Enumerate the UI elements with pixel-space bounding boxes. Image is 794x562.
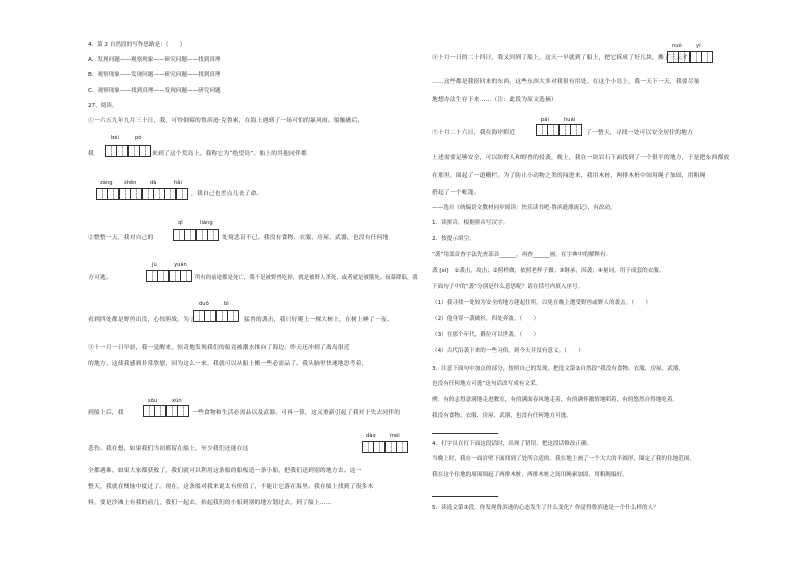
answer-line[interactable] bbox=[432, 433, 498, 434]
pinyin: shēn bbox=[124, 180, 137, 186]
r-p5-line1a: ⑤十月二十六日，我在海岸附近 bbox=[432, 130, 516, 136]
pinyin: dào bbox=[366, 433, 376, 439]
pinyin: méi bbox=[390, 433, 400, 439]
p3-line3b: 一些食物和生活必需品以及武器。可再一算，这又重新引起了我对于失去同伴的 bbox=[192, 410, 401, 416]
q4-option-c: C．观察现象——找到真理——发现问题——研究问题 bbox=[88, 88, 221, 94]
q27-heading: 27、阅读。 bbox=[88, 103, 118, 109]
p2-line1a: ②整整一天，我对自己的 bbox=[88, 235, 154, 241]
r-p5-line4: 搭起了一个帐篷。 bbox=[432, 190, 480, 196]
pinyin: bèi bbox=[111, 135, 119, 141]
pinyin: liáng bbox=[200, 220, 213, 226]
q4-option-a: A．发现问题——观察现象——研究问题——找到真理 bbox=[88, 57, 221, 63]
r-p5-line1b: 了一整天，寻找一处可以安全居住的地方 bbox=[586, 130, 694, 136]
p1-line2a: 我 bbox=[88, 151, 94, 157]
answer-grid-daomei[interactable] bbox=[362, 441, 408, 453]
answer-grid-duobi[interactable] bbox=[193, 310, 239, 322]
pinyin: sōu bbox=[148, 398, 158, 404]
pinyin: yuán bbox=[174, 262, 187, 268]
pinyin: hǎi bbox=[174, 180, 182, 186]
r-q3-example: 例：有的志得意满地走进教室，有的满面春风地走着，有的满怀激情地唱着，有的悠然自得地吃着。 bbox=[432, 397, 679, 403]
r-q2-item3: （3）在那个年代，爵位可以世袭。（ ） bbox=[432, 332, 540, 338]
pinyin: xún bbox=[172, 398, 182, 404]
pinyin: nuó bbox=[672, 43, 682, 49]
pinyin: zàng bbox=[100, 180, 113, 186]
answer-grid-qiliang[interactable] bbox=[173, 229, 219, 241]
p3-line2: 的地方。这使我感到非常欣慰，因为这么一来，我就可以从船上搬一些必需品了。我头脑里快速地思考着， bbox=[88, 361, 368, 367]
r-q5: 5．读选文第③段，你发现鲁滨逊的心态发生了什么变化？你觉得鲁滨逊是一个什么样的人？ bbox=[432, 505, 659, 511]
r-q2-item1: （1）我寻找一处较为安全的地方建起住所，以免在晚上遭受野兽或野人的袭击。（ ） bbox=[432, 300, 651, 306]
source-note: ——选自《统编语文教材同步阅读：快乐读书吧·鲁滨逊漂流记》，有改动。 bbox=[432, 205, 616, 211]
answer-grid-juyuan[interactable] bbox=[146, 270, 192, 282]
pinyin: bì bbox=[224, 301, 229, 307]
answer-grid-paihuai[interactable] bbox=[536, 124, 582, 136]
answer-line[interactable] bbox=[432, 496, 498, 497]
p3-line7: 料，要是沙滩上有我的前几，我们一起去，抬起我们的小船到别的地方划过去，到了船上…… bbox=[88, 500, 332, 506]
r-q3b: 也没有任何地方可逃”这句话改写成有文采。 bbox=[432, 381, 542, 387]
q4-stem: 4．第 2 自然段的写作思路是：（ ） bbox=[88, 42, 186, 48]
r-q2-item2: （2）他身穿一袭破衫，四处奔波。（ ） bbox=[432, 316, 540, 322]
answer-grid-souxun[interactable] bbox=[143, 405, 189, 417]
p2-line3b: 猛兽的袭击，我只好爬上一棵大树上，在树上睡了一夜。 bbox=[244, 317, 393, 323]
r-q2-item4: （4）古代沿袭下来的一些习俗，到今天并没有意义。（ ） bbox=[432, 348, 584, 354]
pinyin: jù bbox=[152, 262, 157, 268]
r-p4-line2: ……这些都是我捞回来的东西，这些东西大多对我很有用处。在这个小岛上，我一天下一天，我要尽量 bbox=[432, 79, 700, 85]
p3-line4a: 悲伤。我在想，如果我们当初都留在船上，至少我们还能在这 bbox=[88, 446, 249, 452]
r-p4-line1: ④十月一日的二十四日，我又回到了船上，这天一早就到了船上，把它拆成了好几块，搬了三天才 bbox=[432, 55, 688, 61]
p3-line5: 全都遇难。如果大家都获救了，我们就可以利用这条船的船板造一条小船，把我们送到别的地方去。这一 bbox=[88, 468, 362, 474]
p2-line3a: 看到四处都是野兽出没，心惊胆战。为了 bbox=[88, 317, 196, 323]
p1-line2b: 来到了这个荒岛上。我称它为“绝望岛”。船上的其他同伴都 bbox=[152, 151, 307, 157]
r-q2-line2: 下面句子中的“袭”分别是什么意思呢？请在括号内填入序号。 bbox=[432, 284, 584, 290]
q4-option-b: B．观察现象——发现问题——研究问题——找到真理 bbox=[88, 72, 221, 78]
answer-grid-zangshendahai[interactable] bbox=[96, 188, 187, 200]
p3-line3a: 到船上后，我 bbox=[88, 410, 124, 416]
r-q2-def: 袭 [xí] ①袭击，攻击；②照样做，依照老样子做；③继承，因袭；④量词，用于成套的衣服。 bbox=[432, 268, 665, 274]
p1-line3: ，我自己也差点儿丧了命。 bbox=[191, 191, 263, 197]
r-q3-answer: 我没有食物、衣服、房屋、武器，也没有任何地方可逃。 bbox=[432, 413, 572, 419]
p3-line1: ③十一月一日早晨，我一觉醒来，惊奇地发现我们的船竟被潮水推向了海边。昨天还冲到了离岛很近 bbox=[88, 345, 350, 351]
pinyin: duō bbox=[199, 301, 209, 307]
r-q2-line: “袭”用部首查字法先查部首______，再查______画。在字典中的解释有： bbox=[432, 252, 612, 258]
p2-line2a: 方可逃。 bbox=[88, 275, 112, 281]
pinyin: huái bbox=[564, 117, 576, 123]
r-p5-line3: 在那里，围起了一道栅栏。为了防止小动物之类的闯进来，我用木桩，两排木桩中间用绳子加固，用粗绳 bbox=[432, 173, 706, 179]
p1-line1: ①一六五九年九月三十日，我，可怜倒霉的鲁滨逊·克鲁索，在海上遇到了一场可怕的暴风雨。船触礁后， bbox=[88, 118, 364, 124]
r-q4-text1: 当晚上时，我在一面岩壁下面找到了处所合适的。我在地上画了一个大大的半圆形，圈定了我的住地范围。 bbox=[432, 456, 695, 462]
p2-line1b: 处境悲哀不已。我没有食物、衣服、房屋、武器，也没有任何地 bbox=[222, 235, 389, 241]
pinyin: pái bbox=[541, 117, 549, 123]
pinyin: pò bbox=[135, 135, 142, 141]
p2-line2b: 所有的前途都是死亡，我不是被野兽吃掉，就是被野人杀死，或者就是被饿死。夜幕降临，我 bbox=[195, 275, 418, 281]
r-p4-line3: 地想办法生存下来……（注：此段为原文选摘） bbox=[432, 97, 557, 103]
r-q1: 1．读拼音，根据拼音写汉字。 bbox=[432, 220, 509, 226]
r-p5-line2: 上述需要足够安全，可以防野人和野兽的侵袭，晚上，我在一块岩石下面找到了一个很平的地方，于是把东西都放 bbox=[432, 155, 730, 161]
r-q4: 4．打字员在打下面这段话时，出现了错误。把这段话修改正确。 bbox=[432, 441, 593, 447]
r-q2: 2．按提示填空。 bbox=[432, 236, 475, 242]
r-q3: 3．注意下面句中加点的部分，按照自己的发现，把选文第②自然段“我没有食物、衣服、房屋、武器， bbox=[432, 366, 685, 372]
p3-line6: 整天，我就在懊恼中度过了。现在，这条船对我来说太有价值了，不能让它落在海里。我在船上找到了很多木 bbox=[88, 484, 374, 490]
answer-grid-beipo[interactable] bbox=[105, 145, 151, 157]
r-q4-text2: 我在这个住地的周围围起了两排木桩，两排木桩之间用绳索加固，用粗绳编好。 bbox=[432, 472, 628, 478]
pinyin: qī bbox=[178, 220, 183, 226]
pinyin: dà bbox=[150, 180, 157, 186]
pinyin: yí bbox=[696, 43, 701, 49]
